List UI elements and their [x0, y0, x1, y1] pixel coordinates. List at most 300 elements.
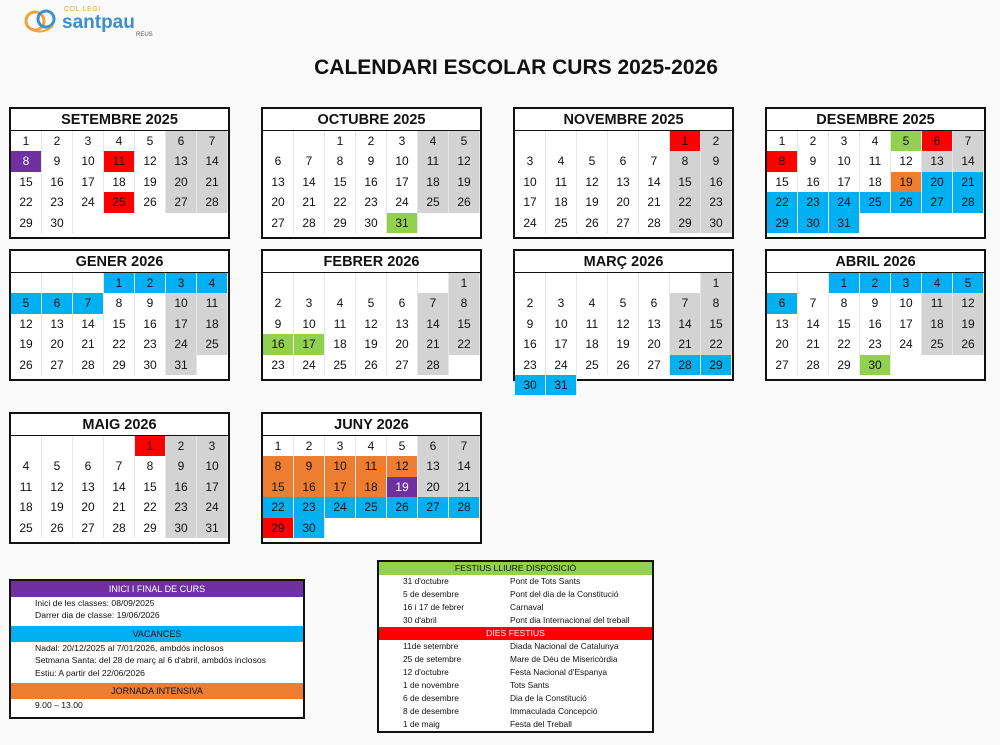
day-cell: 6	[166, 131, 197, 151]
day-cell: 5	[577, 151, 608, 171]
day-cell: 18	[922, 314, 953, 334]
day-cell: 30	[798, 213, 829, 233]
day-cell: 22	[11, 192, 42, 212]
logo-small-text: COL·LEGI	[64, 6, 101, 13]
day-cell: 31	[197, 518, 228, 538]
holidays-lliure-title: FESTIUS LLIURE DISPOSICIÓ	[379, 562, 652, 575]
day-cell: 11	[922, 293, 953, 313]
day-cell: 20	[639, 334, 670, 354]
holidays-dies-title: DIES FESTIUS	[379, 627, 652, 640]
day-cell: 2	[860, 273, 891, 293]
day-cell: 12	[387, 456, 418, 476]
holiday-row	[379, 640, 652, 653]
day-cell: 13	[922, 151, 953, 171]
empty-cell	[608, 131, 639, 151]
day-cell: 2	[356, 131, 387, 151]
empty-cell	[104, 436, 135, 456]
day-cell: 31	[829, 213, 860, 233]
day-cell: 9	[263, 314, 294, 334]
day-cell: 17	[829, 172, 860, 192]
day-cell: 11	[356, 456, 387, 476]
day-cell: 29	[670, 213, 701, 233]
day-cell: 21	[953, 172, 984, 192]
day-cell: 4	[356, 436, 387, 456]
day-cell: 30	[294, 518, 325, 538]
holiday-row	[379, 679, 652, 692]
day-cell: 30	[515, 375, 546, 395]
day-cell: 30	[860, 355, 891, 375]
day-cell: 8	[104, 293, 135, 313]
day-cell: 19	[387, 477, 418, 497]
day-cell: 4	[104, 131, 135, 151]
holiday-date: 25 de setembre	[403, 654, 462, 664]
day-cell: 29	[135, 518, 166, 538]
day-cell: 17	[387, 172, 418, 192]
empty-cell	[294, 273, 325, 293]
day-cell: 21	[104, 497, 135, 517]
day-cell: 11	[546, 172, 577, 192]
legend-vacances-title: VACANCES	[11, 626, 303, 642]
day-cell: 23	[798, 192, 829, 212]
day-cell: 22	[829, 334, 860, 354]
day-cell: 3	[294, 293, 325, 313]
day-cell: 19	[135, 172, 166, 192]
empty-cell	[42, 436, 73, 456]
day-cell: 26	[608, 355, 639, 375]
month-grid	[11, 131, 228, 233]
day-cell: 8	[325, 151, 356, 171]
day-cell: 16	[166, 477, 197, 497]
month-calendar	[513, 249, 734, 392]
empty-cell	[294, 131, 325, 151]
day-cell: 14	[418, 314, 449, 334]
month-grid	[11, 436, 228, 538]
day-cell: 16	[294, 477, 325, 497]
day-cell: 5	[42, 456, 73, 476]
holiday-row	[379, 718, 652, 731]
day-cell: 26	[135, 192, 166, 212]
day-cell: 1	[11, 131, 42, 151]
holiday-row	[379, 601, 652, 614]
day-cell: 26	[356, 355, 387, 375]
day-cell: 6	[42, 293, 73, 313]
day-cell: 27	[418, 497, 449, 517]
day-cell: 23	[515, 355, 546, 375]
day-cell: 6	[73, 456, 104, 476]
day-cell: 14	[670, 314, 701, 334]
school-logo	[24, 4, 164, 38]
day-cell: 1	[449, 273, 480, 293]
month-name: OCTUBRE 2025	[263, 109, 480, 131]
day-cell: 4	[11, 456, 42, 476]
day-cell: 31	[166, 355, 197, 375]
day-cell: 5	[387, 436, 418, 456]
day-cell: 1	[829, 273, 860, 293]
day-cell: 15	[670, 172, 701, 192]
legend-line: Inici de les classes: 08/09/2025	[35, 598, 155, 608]
holiday-name: Festa del Treball	[510, 719, 572, 729]
day-cell: 25	[577, 355, 608, 375]
day-cell: 4	[325, 293, 356, 313]
month-name: SETEMBRE 2025	[11, 109, 228, 131]
day-cell: 10	[73, 151, 104, 171]
day-cell: 2	[515, 293, 546, 313]
day-cell: 13	[418, 456, 449, 476]
logo-mark-icon	[24, 6, 58, 34]
day-cell: 15	[767, 172, 798, 192]
day-cell: 1	[263, 436, 294, 456]
day-cell: 7	[639, 151, 670, 171]
day-cell: 14	[104, 477, 135, 497]
day-cell: 11	[418, 151, 449, 171]
day-cell: 21	[73, 334, 104, 354]
day-cell: 27	[263, 213, 294, 233]
empty-cell	[515, 131, 546, 151]
day-cell: 3	[546, 293, 577, 313]
day-cell: 9	[701, 151, 732, 171]
empty-cell	[11, 436, 42, 456]
day-cell: 4	[922, 273, 953, 293]
legend-jornada-title: JORNADA INTENSIVA	[11, 683, 303, 699]
day-cell: 24	[73, 192, 104, 212]
day-cell: 3	[73, 131, 104, 151]
empty-cell	[418, 273, 449, 293]
holiday-date: 1 de maig	[403, 719, 440, 729]
day-cell: 4	[546, 151, 577, 171]
day-cell: 13	[42, 314, 73, 334]
day-cell: 25	[356, 497, 387, 517]
day-cell: 22	[325, 192, 356, 212]
day-cell: 14	[197, 151, 228, 171]
day-cell: 24	[294, 355, 325, 375]
day-cell: 5	[891, 131, 922, 151]
day-cell: 8	[11, 151, 42, 171]
month-grid	[263, 436, 480, 538]
day-cell: 22	[263, 497, 294, 517]
day-cell: 19	[608, 334, 639, 354]
day-cell: 23	[42, 192, 73, 212]
day-cell: 3	[325, 436, 356, 456]
day-cell: 24	[891, 334, 922, 354]
day-cell: 21	[294, 192, 325, 212]
holiday-date: 1 de novembre	[403, 680, 459, 690]
day-cell: 1	[325, 131, 356, 151]
day-cell: 17	[325, 477, 356, 497]
empty-cell	[387, 273, 418, 293]
day-cell: 26	[42, 518, 73, 538]
day-cell: 7	[670, 293, 701, 313]
day-cell: 2	[166, 436, 197, 456]
day-cell: 28	[104, 518, 135, 538]
day-cell: 18	[418, 172, 449, 192]
day-cell: 6	[608, 151, 639, 171]
day-cell: 28	[670, 355, 701, 375]
empty-cell	[577, 131, 608, 151]
day-cell: 10	[325, 456, 356, 476]
day-cell: 3	[829, 131, 860, 151]
day-cell: 6	[922, 131, 953, 151]
month-calendar	[261, 107, 482, 239]
holiday-row	[379, 575, 652, 588]
day-cell: 26	[577, 213, 608, 233]
day-cell: 21	[670, 334, 701, 354]
day-cell: 10	[546, 314, 577, 334]
day-cell: 20	[73, 497, 104, 517]
day-cell: 2	[135, 273, 166, 293]
day-cell: 16	[42, 172, 73, 192]
logo-name: santpau	[62, 12, 135, 33]
day-cell: 18	[577, 334, 608, 354]
day-cell: 21	[639, 192, 670, 212]
day-cell: 2	[798, 131, 829, 151]
day-cell: 8	[135, 456, 166, 476]
day-cell: 18	[325, 334, 356, 354]
day-cell: 10	[166, 293, 197, 313]
day-cell: 10	[829, 151, 860, 171]
empty-cell	[608, 273, 639, 293]
day-cell: 4	[197, 273, 228, 293]
day-cell: 6	[263, 151, 294, 171]
day-cell: 5	[449, 131, 480, 151]
day-cell: 29	[104, 355, 135, 375]
day-cell: 12	[953, 293, 984, 313]
course-legend	[9, 579, 305, 719]
holiday-row	[379, 666, 652, 679]
day-cell: 9	[798, 151, 829, 171]
day-cell: 27	[73, 518, 104, 538]
day-cell: 7	[953, 131, 984, 151]
day-cell: 12	[356, 314, 387, 334]
holiday-date: 30 d'abril	[403, 615, 437, 625]
holiday-date: 31 d'octubre	[403, 576, 449, 586]
month-name: DESEMBRE 2025	[767, 109, 984, 131]
day-cell: 5	[608, 293, 639, 313]
day-cell: 31	[387, 213, 418, 233]
day-cell: 24	[197, 497, 228, 517]
day-cell: 19	[356, 334, 387, 354]
month-calendar	[9, 412, 230, 544]
legend-line: Setmana Santa: del 28 de març al 6 d'abril, ambdós inclosos	[35, 655, 266, 666]
day-cell: 16	[356, 172, 387, 192]
day-cell: 10	[294, 314, 325, 334]
day-cell: 17	[515, 192, 546, 212]
day-cell: 27	[608, 213, 639, 233]
day-cell: 28	[73, 355, 104, 375]
day-cell: 6	[418, 436, 449, 456]
day-cell: 20	[608, 192, 639, 212]
month-grid	[263, 273, 480, 375]
day-cell: 24	[387, 192, 418, 212]
day-cell: 15	[263, 477, 294, 497]
empty-cell	[798, 273, 829, 293]
month-name: FEBRER 2026	[263, 251, 480, 273]
day-cell: 23	[356, 192, 387, 212]
day-cell: 22	[767, 192, 798, 212]
day-cell: 26	[953, 334, 984, 354]
day-cell: 15	[829, 314, 860, 334]
day-cell: 25	[197, 334, 228, 354]
day-cell: 21	[449, 477, 480, 497]
day-cell: 18	[860, 172, 891, 192]
holiday-date: 11de setembre	[403, 641, 459, 651]
day-cell: 11	[577, 314, 608, 334]
day-cell: 16	[701, 172, 732, 192]
holiday-name: Pont de Tots Sants	[510, 576, 581, 586]
day-cell: 12	[135, 151, 166, 171]
legend-line: Darrer dia de classe: 19/06/2026	[35, 610, 160, 621]
day-cell: 20	[263, 192, 294, 212]
day-cell: 25	[325, 355, 356, 375]
day-cell: 9	[515, 314, 546, 334]
day-cell: 7	[294, 151, 325, 171]
day-cell: 25	[860, 192, 891, 212]
day-cell: 7	[104, 456, 135, 476]
month-calendar	[9, 107, 230, 239]
page-title: CALENDARI ESCOLAR CURS 2025-2026	[314, 56, 718, 79]
day-cell: 22	[701, 334, 732, 354]
day-cell: 20	[922, 172, 953, 192]
empty-cell	[639, 131, 670, 151]
holidays-table	[377, 560, 654, 733]
month-calendar	[9, 249, 230, 381]
holiday-row	[379, 705, 652, 718]
day-cell: 29	[767, 213, 798, 233]
day-cell: 6	[387, 293, 418, 313]
day-cell: 1	[767, 131, 798, 151]
day-cell: 23	[701, 192, 732, 212]
day-cell: 15	[449, 314, 480, 334]
empty-cell	[546, 131, 577, 151]
month-calendar	[765, 249, 986, 381]
holiday-row	[379, 653, 652, 666]
month-grid	[767, 273, 984, 375]
day-cell: 17	[546, 334, 577, 354]
day-cell: 26	[891, 192, 922, 212]
day-cell: 12	[891, 151, 922, 171]
holiday-row	[379, 614, 652, 627]
day-cell: 28	[798, 355, 829, 375]
day-cell: 8	[767, 151, 798, 171]
day-cell: 8	[263, 456, 294, 476]
day-cell: 26	[11, 355, 42, 375]
day-cell: 19	[449, 172, 480, 192]
holiday-date: 12 d'octubre	[403, 667, 449, 677]
day-cell: 18	[356, 477, 387, 497]
day-cell: 26	[387, 497, 418, 517]
day-cell: 24	[325, 497, 356, 517]
day-cell: 22	[135, 497, 166, 517]
day-cell: 29	[263, 518, 294, 538]
empty-cell	[73, 273, 104, 293]
day-cell: 10	[197, 456, 228, 476]
day-cell: 8	[670, 151, 701, 171]
day-cell: 23	[166, 497, 197, 517]
day-cell: 17	[166, 314, 197, 334]
holiday-row	[379, 588, 652, 601]
day-cell: 1	[135, 436, 166, 456]
day-cell: 30	[135, 355, 166, 375]
month-calendar	[513, 107, 734, 239]
day-cell: 30	[701, 213, 732, 233]
day-cell: 25	[104, 192, 135, 212]
empty-cell	[11, 273, 42, 293]
day-cell: 2	[42, 131, 73, 151]
day-cell: 14	[798, 314, 829, 334]
day-cell: 29	[11, 213, 42, 233]
empty-cell	[670, 273, 701, 293]
day-cell: 17	[294, 334, 325, 354]
day-cell: 19	[891, 172, 922, 192]
day-cell: 20	[166, 172, 197, 192]
day-cell: 12	[577, 172, 608, 192]
day-cell: 27	[42, 355, 73, 375]
day-cell: 16	[135, 314, 166, 334]
holiday-name: Pont dia Internacional del treball	[510, 615, 630, 625]
day-cell: 13	[166, 151, 197, 171]
day-cell: 23	[860, 334, 891, 354]
day-cell: 11	[104, 151, 135, 171]
day-cell: 19	[577, 192, 608, 212]
day-cell: 13	[263, 172, 294, 192]
day-cell: 11	[197, 293, 228, 313]
day-cell: 29	[829, 355, 860, 375]
day-cell: 15	[325, 172, 356, 192]
day-cell: 23	[135, 334, 166, 354]
empty-cell	[42, 273, 73, 293]
day-cell: 21	[418, 334, 449, 354]
day-cell: 30	[356, 213, 387, 233]
day-cell: 5	[356, 293, 387, 313]
holiday-name: Carnaval	[510, 602, 544, 612]
day-cell: 2	[701, 131, 732, 151]
day-cell: 11	[11, 477, 42, 497]
month-name: GENER 2026	[11, 251, 228, 273]
day-cell: 12	[42, 477, 73, 497]
legend-line: Estiu: A partir del 22/06/2026	[35, 667, 145, 678]
day-cell: 13	[73, 477, 104, 497]
day-cell: 23	[263, 355, 294, 375]
holiday-date: 5 de desembre	[403, 589, 459, 599]
holiday-date: 16 i 17 de febrer	[403, 602, 464, 612]
day-cell: 30	[166, 518, 197, 538]
day-cell: 28	[294, 213, 325, 233]
holiday-name: Pont del dia de la Constitució	[510, 589, 619, 599]
empty-cell	[356, 273, 387, 293]
day-cell: 18	[546, 192, 577, 212]
month-calendar	[261, 412, 482, 544]
day-cell: 1	[701, 273, 732, 293]
empty-cell	[546, 273, 577, 293]
day-cell: 6	[767, 293, 798, 313]
day-cell: 14	[639, 172, 670, 192]
day-cell: 15	[11, 172, 42, 192]
day-cell: 15	[135, 477, 166, 497]
day-cell: 28	[197, 192, 228, 212]
day-cell: 24	[515, 213, 546, 233]
day-cell: 3	[891, 273, 922, 293]
day-cell: 13	[387, 314, 418, 334]
day-cell: 5	[11, 293, 42, 313]
day-cell: 24	[546, 355, 577, 375]
day-cell: 9	[166, 456, 197, 476]
empty-cell	[577, 273, 608, 293]
day-cell: 24	[166, 334, 197, 354]
day-cell: 11	[860, 151, 891, 171]
day-cell: 27	[639, 355, 670, 375]
day-cell: 16	[263, 334, 294, 354]
day-cell: 16	[515, 334, 546, 354]
month-name: ABRIL 2026	[767, 251, 984, 273]
